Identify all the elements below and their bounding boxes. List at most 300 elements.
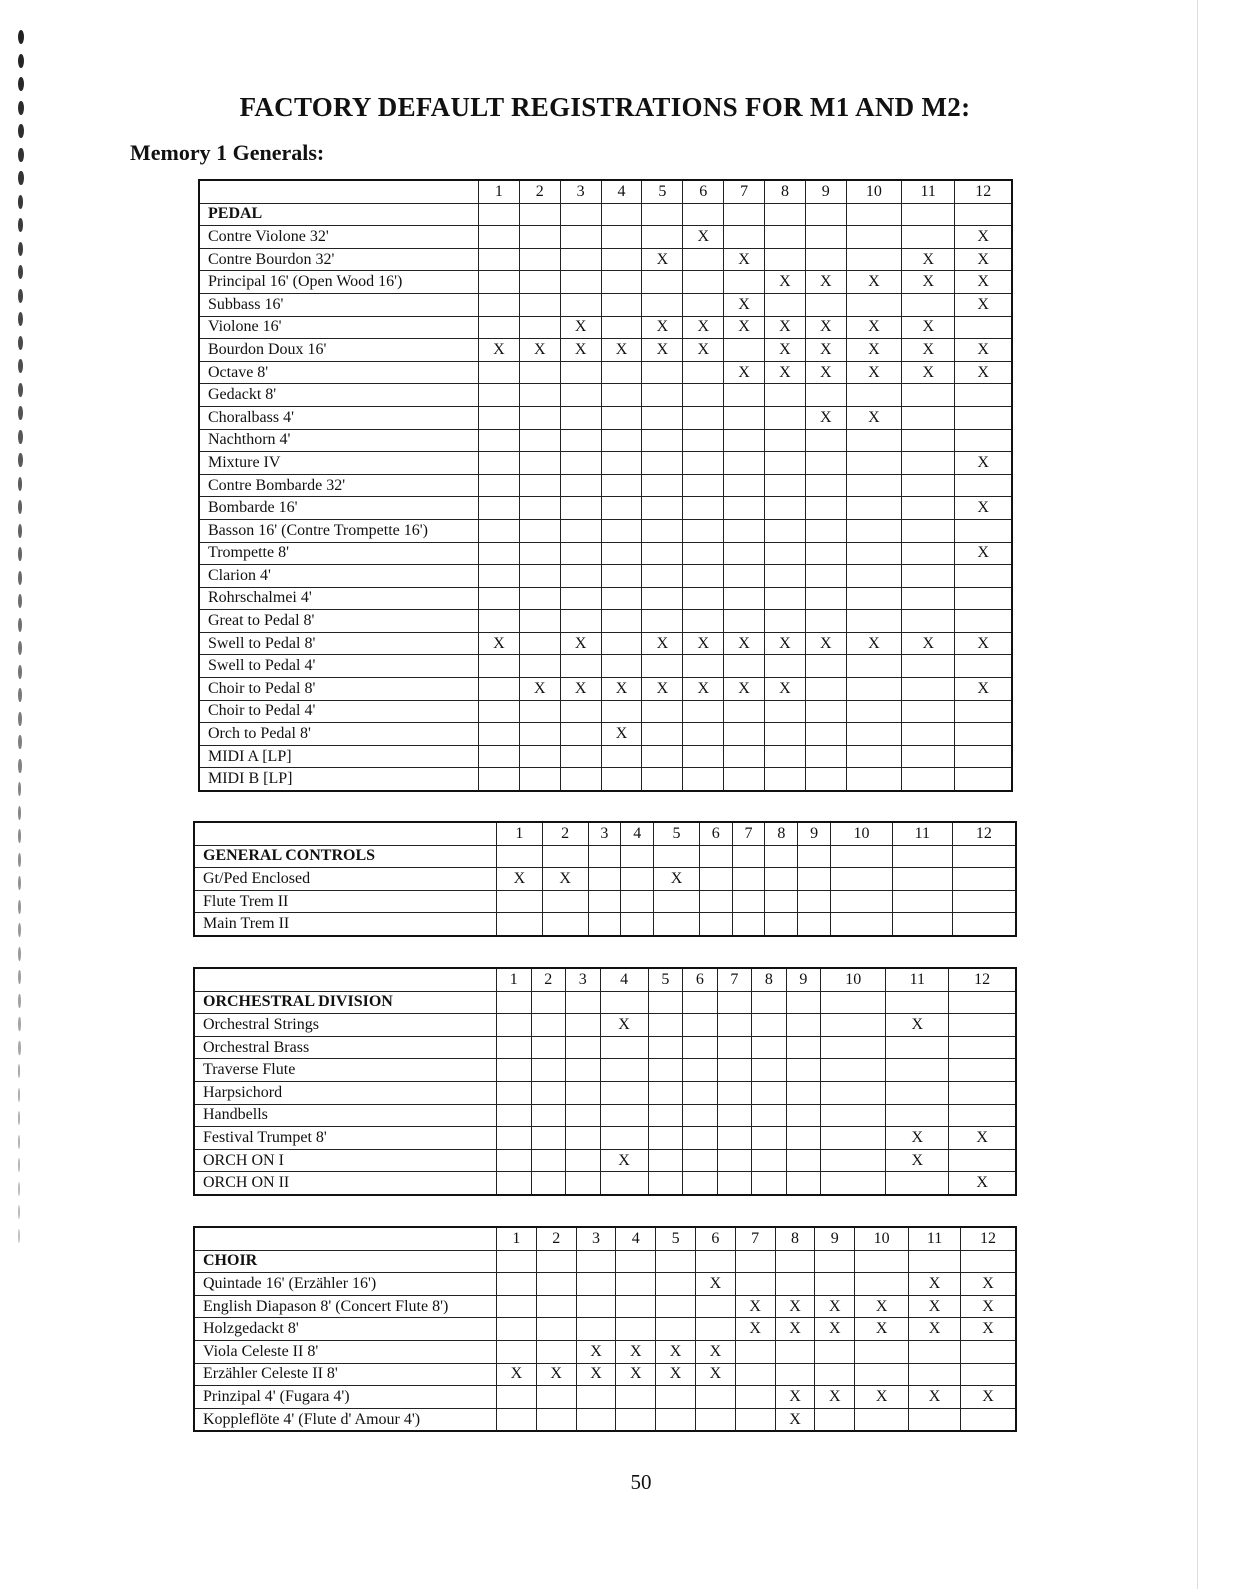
empty-cell [497,991,532,1014]
empty-cell [642,745,683,768]
empty-cell [497,1250,537,1273]
empty-cell [497,1081,532,1104]
empty-cell [765,542,806,565]
x-mark-cell: X [815,1386,855,1409]
empty-cell [724,406,765,429]
empty-cell [601,632,642,655]
empty-cell [542,890,588,913]
column-header: 8 [775,1227,815,1250]
table-row [194,1081,1016,1104]
column-header-row [194,968,1016,991]
empty-cell [519,768,560,791]
empty-cell [732,890,765,913]
pedal-table [198,179,1013,792]
empty-cell [479,452,520,475]
empty-cell [479,542,520,565]
empty-cell [479,271,520,294]
empty-cell [815,1408,855,1431]
binder-hole [18,1229,20,1243]
empty-cell [846,293,901,316]
empty-cell [765,203,806,226]
empty-cell [846,678,901,701]
binder-hole [18,853,21,867]
binder-hole [18,54,24,68]
empty-cell [642,610,683,633]
empty-cell [601,429,642,452]
empty-cell [519,226,560,249]
empty-cell [732,913,765,936]
empty-cell [830,845,892,868]
empty-cell [902,429,955,452]
empty-cell [902,587,955,610]
x-mark-cell: X [846,632,901,655]
empty-cell [952,845,1016,868]
empty-cell [683,497,724,520]
empty-cell [519,542,560,565]
empty-cell [601,519,642,542]
empty-cell [654,845,700,868]
empty-cell [560,226,601,249]
x-mark-cell: X [909,1386,961,1409]
column-header: 9 [805,180,846,203]
empty-cell [536,1318,576,1341]
empty-cell [479,587,520,610]
empty-cell [576,1295,616,1318]
x-mark-cell: X [805,361,846,384]
empty-cell [560,248,601,271]
page-title: FACTORY DEFAULT REGISTRATIONS FOR M1 AND M2: [239,92,971,122]
binder-hole [18,618,22,632]
empty-cell [805,474,846,497]
table-row [199,700,1012,723]
stop-label: Viola Celeste II 8' [194,1340,497,1363]
empty-cell [683,700,724,723]
column-header: 5 [642,180,683,203]
empty-cell [752,991,787,1014]
empty-cell [805,497,846,520]
table-row [199,565,1012,588]
stop-label: English Diapason 8' (Concert Flute 8') [194,1295,497,1318]
empty-cell [902,565,955,588]
empty-cell [536,1250,576,1273]
x-mark-cell: X [642,316,683,339]
empty-cell [642,429,683,452]
x-mark-cell: X [560,316,601,339]
binder-hole [18,1064,20,1078]
empty-cell [616,1273,656,1296]
empty-cell [786,1059,821,1082]
column-header: 9 [786,968,821,991]
x-mark-cell: X [536,1363,576,1386]
empty-cell [600,1059,648,1082]
empty-cell [560,565,601,588]
empty-cell [695,1408,735,1431]
x-mark-cell: X [815,1295,855,1318]
empty-cell [732,845,765,868]
empty-cell [519,452,560,475]
empty-cell [724,723,765,746]
empty-cell [765,406,806,429]
empty-cell [519,723,560,746]
empty-cell [805,745,846,768]
empty-cell [955,429,1012,452]
empty-cell [621,845,654,868]
empty-cell [683,1104,718,1127]
stop-label: Gedackt 8' [199,384,479,407]
empty-cell [601,565,642,588]
empty-cell [902,497,955,520]
empty-cell [955,587,1012,610]
empty-cell [830,913,892,936]
empty-cell [519,384,560,407]
empty-cell [497,1014,532,1037]
empty-cell [830,868,892,891]
empty-cell [902,768,955,791]
table-row [194,1059,1016,1082]
empty-cell [683,1036,718,1059]
empty-cell [765,519,806,542]
stop-label: Holzgedackt 8' [194,1318,497,1341]
page-edge-line [1197,0,1198,1589]
empty-cell [886,1104,949,1127]
binder-hole [18,218,23,232]
empty-cell [724,745,765,768]
x-mark-cell: X [846,271,901,294]
x-mark-cell: X [949,1127,1016,1150]
empty-cell [479,497,520,520]
stop-label: Quintade 16' (Erzähler 16') [194,1273,497,1296]
empty-cell [519,248,560,271]
column-header: 4 [616,1227,656,1250]
empty-cell [765,497,806,520]
empty-cell [616,1318,656,1341]
empty-cell [717,1081,752,1104]
empty-cell [752,1149,787,1172]
column-header: 2 [531,968,566,991]
table-row [199,723,1012,746]
empty-cell [497,890,543,913]
column-header: 11 [886,968,949,991]
empty-cell [648,1081,683,1104]
table-row [199,678,1012,701]
empty-cell [576,1250,616,1273]
x-mark-cell: X [765,632,806,655]
binder-hole [18,242,23,256]
empty-cell [724,452,765,475]
empty-cell [855,1273,909,1296]
empty-cell [765,768,806,791]
empty-cell [949,1036,1016,1059]
empty-cell [683,1149,718,1172]
binder-hole [18,641,22,655]
blank-header-cell [194,822,497,845]
empty-cell [846,700,901,723]
empty-cell [683,474,724,497]
table-row [199,632,1012,655]
empty-cell [560,542,601,565]
stop-label: Choralbass 4' [199,406,479,429]
empty-cell [846,226,901,249]
table-row [199,429,1012,452]
empty-cell [855,1408,909,1431]
empty-cell [588,845,621,868]
empty-cell [479,248,520,271]
table-row [199,655,1012,678]
x-mark-cell: X [909,1273,961,1296]
empty-cell [560,429,601,452]
empty-cell [531,1081,566,1104]
empty-cell [955,655,1012,678]
empty-cell [519,271,560,294]
empty-cell [519,474,560,497]
empty-cell [479,678,520,701]
x-mark-cell: X [616,1363,656,1386]
column-header: 2 [536,1227,576,1250]
binder-hole [18,406,23,420]
empty-cell [724,339,765,362]
empty-cell [497,1340,537,1363]
empty-cell [479,361,520,384]
section-heading: ORCHESTRAL DIVISION [194,991,497,1014]
binder-hole [18,336,23,350]
empty-cell [600,1172,648,1195]
empty-cell [821,1172,886,1195]
binder-hole [18,195,23,209]
empty-cell [855,1363,909,1386]
blank-header-cell [194,1227,497,1250]
empty-cell [955,519,1012,542]
empty-cell [683,406,724,429]
empty-cell [752,1059,787,1082]
empty-cell [961,1340,1017,1363]
column-header: 7 [724,180,765,203]
empty-cell [955,610,1012,633]
section-heading-row [194,1250,1016,1273]
x-mark-cell: X [775,1408,815,1431]
x-mark-cell: X [902,632,955,655]
empty-cell [656,1318,696,1341]
table-row [199,610,1012,633]
empty-cell [695,1250,735,1273]
empty-cell [576,1386,616,1409]
x-mark-cell: X [955,678,1012,701]
x-mark-cell: X [683,339,724,362]
empty-cell [576,1318,616,1341]
x-mark-cell: X [683,678,724,701]
x-mark-cell: X [497,1363,537,1386]
empty-cell [479,429,520,452]
empty-cell [683,565,724,588]
empty-cell [621,868,654,891]
empty-cell [479,203,520,226]
empty-cell [519,316,560,339]
x-mark-cell: X [601,339,642,362]
empty-cell [724,497,765,520]
x-mark-cell: X [886,1149,949,1172]
empty-cell [846,474,901,497]
empty-cell [601,384,642,407]
stop-label: ORCH ON I [194,1149,497,1172]
table-row [199,768,1012,791]
binder-hole [18,900,21,914]
empty-cell [542,913,588,936]
x-mark-cell: X [601,678,642,701]
empty-cell [683,271,724,294]
x-mark-cell: X [846,361,901,384]
empty-cell [805,565,846,588]
empty-cell [642,384,683,407]
empty-cell [724,519,765,542]
binder-hole [18,665,22,679]
x-mark-cell: X [683,632,724,655]
x-mark-cell: X [765,271,806,294]
x-mark-cell: X [542,868,588,891]
binder-hole [18,359,23,373]
empty-cell [735,1340,775,1363]
binder-hole [18,1158,20,1172]
empty-cell [683,1081,718,1104]
stop-label: Rohrschalmei 4' [199,587,479,610]
column-header: 12 [955,180,1012,203]
empty-cell [786,1104,821,1127]
column-header: 11 [892,822,952,845]
empty-cell [656,1273,696,1296]
empty-cell [588,890,621,913]
binder-hole [18,829,21,843]
table-row [194,1386,1016,1409]
empty-cell [724,610,765,633]
empty-cell [601,587,642,610]
stop-label: Contre Bombarde 32' [199,474,479,497]
x-mark-cell: X [765,678,806,701]
x-mark-cell: X [902,316,955,339]
empty-cell [560,768,601,791]
stop-label: Octave 8' [199,361,479,384]
x-mark-cell: X [805,316,846,339]
empty-cell [600,1081,648,1104]
table-row [194,1295,1016,1318]
empty-cell [699,890,732,913]
empty-cell [902,293,955,316]
empty-cell [786,1014,821,1037]
table-row [199,474,1012,497]
empty-cell [752,1172,787,1195]
x-mark-cell: X [902,271,955,294]
table-row [194,1014,1016,1037]
empty-cell [566,1059,601,1082]
empty-cell [798,845,831,868]
empty-cell [497,1386,537,1409]
x-mark-cell: X [497,868,543,891]
section-heading: GENERAL CONTROLS [194,845,497,868]
empty-cell [656,1386,696,1409]
x-mark-cell: X [775,1295,815,1318]
empty-cell [846,745,901,768]
empty-cell [955,384,1012,407]
empty-cell [601,655,642,678]
empty-cell [735,1273,775,1296]
stop-label: Choir to Pedal 8' [199,678,479,701]
empty-cell [497,1059,532,1082]
column-header: 1 [479,180,520,203]
table-row [194,890,1016,913]
column-header: 9 [798,822,831,845]
column-header: 7 [735,1227,775,1250]
column-header: 12 [952,822,1016,845]
table-row [194,1273,1016,1296]
stop-label: Basson 16' (Contre Trompette 16') [199,519,479,542]
stop-label: Prinzipal 4' (Fugara 4') [194,1386,497,1409]
empty-cell [902,723,955,746]
empty-cell [519,655,560,678]
empty-cell [536,1408,576,1431]
x-mark-cell: X [695,1363,735,1386]
x-mark-cell: X [695,1340,735,1363]
empty-cell [892,913,952,936]
empty-cell [765,587,806,610]
table-row [199,339,1012,362]
empty-cell [621,890,654,913]
empty-cell [821,1127,886,1150]
empty-cell [805,587,846,610]
orchestral-division-table [193,967,1017,1196]
empty-cell [786,991,821,1014]
empty-cell [497,1036,532,1059]
stop-label: Main Trem II [194,913,497,936]
empty-cell [765,429,806,452]
empty-cell [576,1273,616,1296]
column-header: 9 [815,1227,855,1250]
table-row [194,1340,1016,1363]
stop-label: Contre Bourdon 32' [199,248,479,271]
empty-cell [805,723,846,746]
empty-cell [821,1081,886,1104]
binder-hole [18,782,21,796]
column-header: 11 [902,180,955,203]
empty-cell [724,655,765,678]
empty-cell [497,1318,537,1341]
empty-cell [846,384,901,407]
empty-cell [949,1104,1016,1127]
x-mark-cell: X [765,361,806,384]
empty-cell [695,1318,735,1341]
binder-hole [18,289,23,303]
empty-cell [909,1340,961,1363]
x-mark-cell: X [560,339,601,362]
empty-cell [683,1059,718,1082]
empty-cell [846,203,901,226]
empty-cell [902,452,955,475]
empty-cell [717,991,752,1014]
empty-cell [961,1250,1017,1273]
section-heading: CHOIR [194,1250,497,1273]
binder-hole [18,571,22,585]
empty-cell [886,991,949,1014]
empty-cell [531,1127,566,1150]
empty-cell [846,768,901,791]
empty-cell [902,542,955,565]
empty-cell [683,293,724,316]
empty-cell [765,868,798,891]
stop-label: Orch to Pedal 8' [199,723,479,746]
empty-cell [656,1408,696,1431]
column-header: 3 [566,968,601,991]
empty-cell [717,1059,752,1082]
table-row [199,745,1012,768]
x-mark-cell: X [902,248,955,271]
empty-cell [805,452,846,475]
empty-cell [765,745,806,768]
